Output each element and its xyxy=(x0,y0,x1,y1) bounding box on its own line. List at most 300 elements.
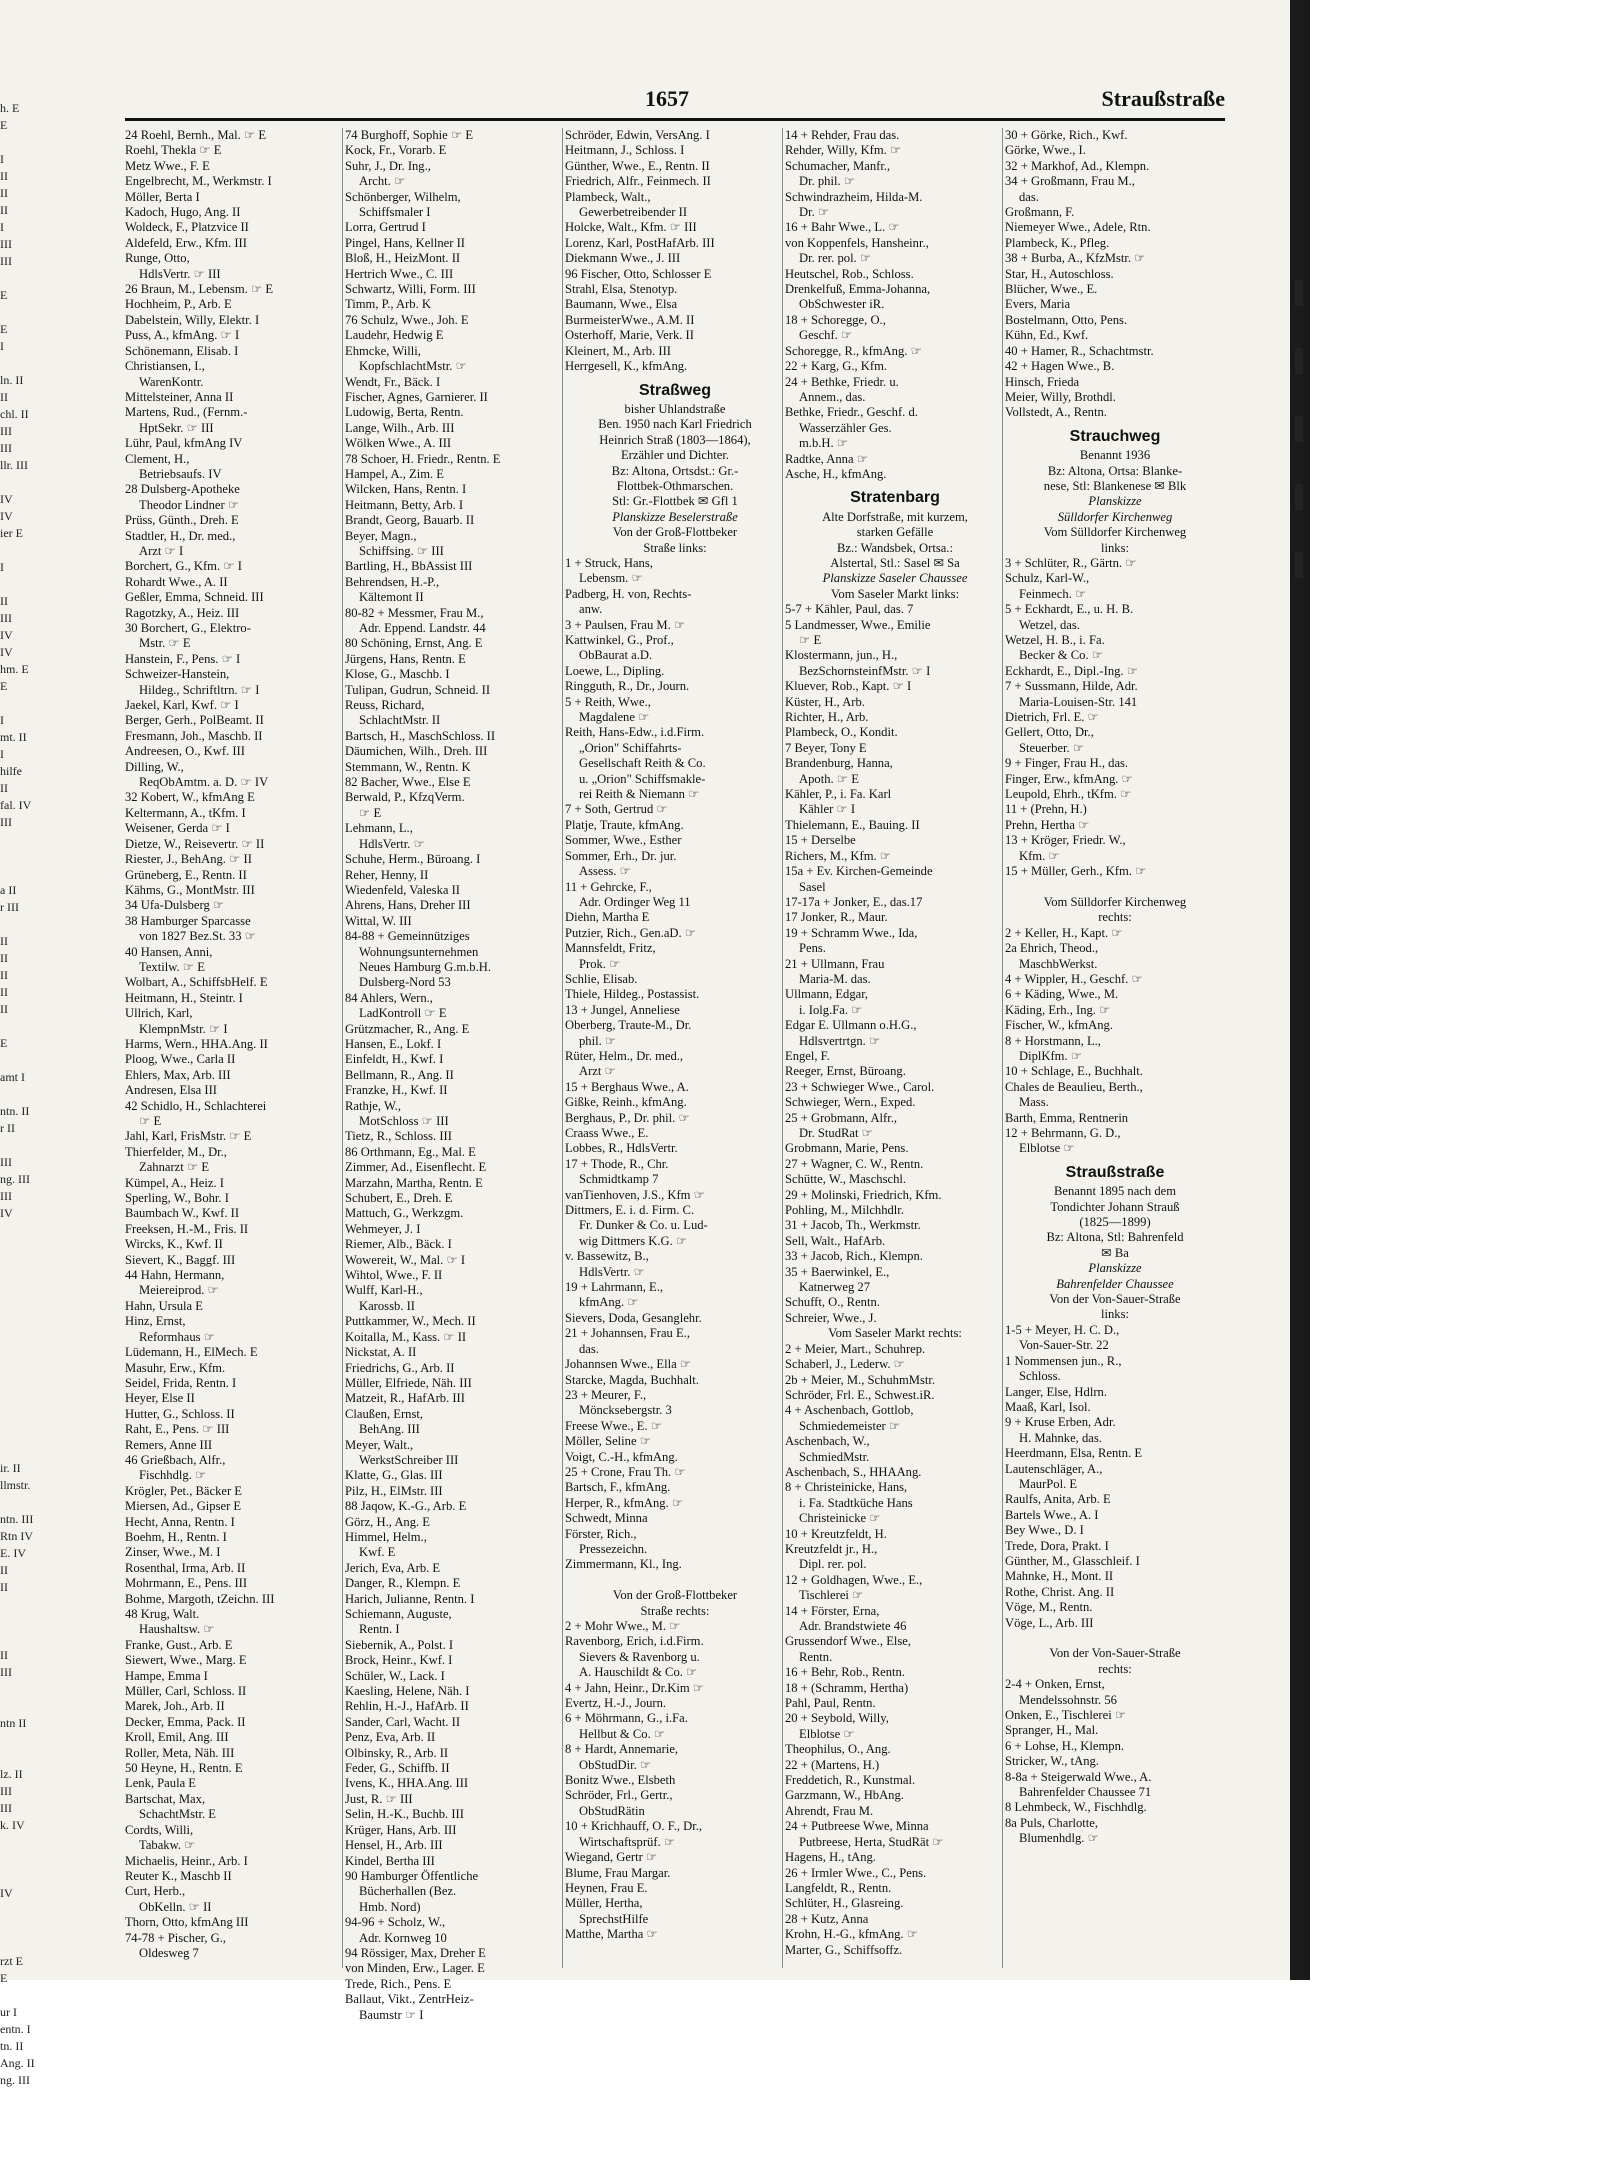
directory-entry: Puttkammer, W., Mech. II xyxy=(345,1314,476,1329)
directory-entry: Bartschat, Max, xyxy=(125,1791,206,1806)
street-note: Bz.: Wandsbek, Ortsa.: xyxy=(837,540,953,555)
entry-continuation: Schmidtkamp 7 xyxy=(579,1172,659,1187)
directory-entry: Marter, G., Schiffsoffz. xyxy=(785,1942,903,1957)
edge-fragment xyxy=(0,1375,40,1392)
directory-entry: 8 + Christeinicke, Hans, xyxy=(785,1480,908,1495)
entry-continuation: DiplKfm. ☞ xyxy=(1019,1048,1083,1063)
edge-fragment: amt I xyxy=(0,1070,25,1084)
entry-continuation: Möncksebergstr. 3 xyxy=(579,1403,672,1418)
entry-continuation: i. Iolg.Fa. ☞ xyxy=(799,1002,863,1017)
directory-entry: Engel, F. xyxy=(785,1048,830,1063)
directory-entry: Aschenbach, W., xyxy=(785,1434,870,1449)
directory-entry: Schumacher, Manfr., xyxy=(785,158,891,173)
edge-fragment xyxy=(0,355,40,372)
edge-fragment xyxy=(0,1239,40,1256)
street-note: Vom Saseler Markt links: xyxy=(830,586,960,601)
directory-entry: Hanstein, F., Pens. ☞ I xyxy=(125,651,241,666)
directory-entry: 80-82 + Messmer, Frau M., xyxy=(345,605,484,620)
entry-continuation: Mendelssohnstr. 56 xyxy=(1019,1692,1117,1707)
directory-entry: Barth, Emma, Rentnerin xyxy=(1005,1110,1129,1125)
directory-entry: Koitalla, M., Kass. ☞ II xyxy=(345,1329,467,1344)
directory-entry: Andresen, Elsa III xyxy=(125,1083,217,1098)
entry-continuation: ObBaurat a.D. xyxy=(579,648,653,663)
entry-continuation: KlempnMstr. ☞ I xyxy=(139,1021,228,1036)
directory-entry: Wiedenfeld, Valeska II xyxy=(345,882,461,897)
edge-fragment xyxy=(0,1086,40,1103)
directory-entry: Wölken Wwe., A. III xyxy=(345,436,452,451)
directory-entry: Hampe, Emma I xyxy=(125,1668,208,1683)
directory-entry: Hagens, H., tAng. xyxy=(785,1850,876,1865)
directory-entry: 48 Krug, Walt. xyxy=(125,1607,200,1621)
directory-entry: Wetzel, H. B., i. Fa. xyxy=(1005,633,1105,647)
edge-fragment xyxy=(0,1902,40,1919)
column-5 xyxy=(1005,128,1225,1847)
edge-fragment: IV xyxy=(0,492,13,506)
directory-entry: Meier, Willy, Brothdl. xyxy=(1005,389,1116,404)
entry-continuation: Pressezeichn. xyxy=(579,1541,648,1556)
directory-entry: Craass Wwe., E. xyxy=(565,1126,649,1140)
edge-fragment xyxy=(0,1052,40,1069)
directory-entry: 88 Jaqow, K.-G., Arb. E xyxy=(345,1499,467,1514)
directory-entry: Freeksen, H.-M., Fris. II xyxy=(125,1221,249,1236)
directory-entry: Herper, R., kfmAng. ☞ xyxy=(565,1495,684,1510)
directory-entry: Runge, Otto, xyxy=(125,251,190,266)
directory-entry: Schiemann, Auguste, xyxy=(345,1607,452,1621)
entry-continuation: Bücherhallen (Bez. xyxy=(359,1884,457,1899)
entry-continuation: Mstr. ☞ E xyxy=(139,636,191,651)
edge-fragment: III xyxy=(0,254,12,268)
entry-continuation: Hellbut & Co. ☞ xyxy=(579,1726,666,1741)
directory-entry: Wircks, K., Kwf. II xyxy=(125,1237,223,1252)
directory-entry: 84-88 + Gemeinnütziges xyxy=(345,929,470,944)
directory-entry: Heutschel, Rob., Schloss. xyxy=(785,266,914,281)
edge-fragment xyxy=(0,1834,40,1851)
entry-continuation: Adr. Brandstwiete 46 xyxy=(799,1619,907,1633)
edge-fragment: I xyxy=(0,152,4,166)
directory-entry: Vöge, L., Arb. III xyxy=(1005,1615,1094,1630)
directory-entry: 4 + Jahn, Heinr., Dr.Kim ☞ xyxy=(565,1680,705,1695)
entry-continuation: wig Dittmers K.G. ☞ xyxy=(579,1233,688,1248)
edge-fragment: III xyxy=(0,1784,12,1798)
directory-entry: Schröder, Frl. E., Schwest.iR. xyxy=(785,1387,935,1402)
edge-fragment: r III xyxy=(0,900,19,914)
edge-fragment: k. IV xyxy=(0,1818,25,1832)
directory-entry: Feder, G., Schiffb. II xyxy=(345,1761,450,1776)
directory-entry: Mittelsteiner, Anna II xyxy=(125,389,234,404)
entry-continuation: Rentn. I xyxy=(359,1622,400,1637)
directory-entry: 74 Burghoff, Sophie ☞ E xyxy=(345,128,474,142)
entry-continuation: ReqObAmtm. a. D. ☞ IV xyxy=(139,775,269,790)
entry-continuation: HdlsVertr. ☞ xyxy=(579,1264,645,1279)
edge-fragment xyxy=(0,1358,40,1375)
street-note: starken Gefälle xyxy=(856,525,934,540)
directory-entry: Riester, J., BehAng. ☞ II xyxy=(125,852,252,867)
entry-continuation: SchlachtMstr. II xyxy=(359,713,441,728)
directory-entry: Rothe, Christ. Ang. II xyxy=(1005,1584,1115,1599)
directory-entry: Pohling, M., Milchhdlr. xyxy=(785,1203,904,1218)
entry-continuation: i. Fa. Stadtküche Hans xyxy=(799,1495,913,1510)
directory-entry: Hensel, H., Arb. III xyxy=(345,1838,443,1853)
edge-fragment: ng. III xyxy=(0,2073,30,2087)
directory-entry: 14 + Förster, Erna, xyxy=(785,1603,880,1618)
directory-entry: Reher, Henny, II xyxy=(345,867,429,882)
directory-entry: Plambeck, K., Pfleg. xyxy=(1005,235,1110,250)
directory-entry: Klose, G., Maschb. I xyxy=(345,667,450,682)
directory-entry: Marzahn, Martha, Rentn. E xyxy=(345,1175,483,1190)
directory-entry: 78 Schoer, H. Friedr., Rentn. E xyxy=(345,451,501,466)
entry-continuation: LadKontroll ☞ E xyxy=(359,1006,447,1021)
directory-entry: Zimmer, Ad., Eisenflecht. E xyxy=(345,1160,487,1175)
entry-continuation: Gesellschaft Reith & Co. xyxy=(579,756,706,771)
edge-fragment: ntn II xyxy=(0,1716,27,1730)
entry-continuation: Fischhdlg. ☞ xyxy=(139,1468,207,1483)
edge-fragment: IV xyxy=(0,628,13,642)
directory-entry: Matzeit, R., HafArb. III xyxy=(345,1391,465,1406)
directory-entry: 34 Ufa-Dulsberg ☞ xyxy=(125,898,225,913)
entry-continuation: BehAng. III xyxy=(359,1422,420,1437)
street-note: Vom Saseler Markt rechts: xyxy=(828,1326,962,1341)
directory-entry: 7 + Soth, Gertrud ☞ xyxy=(565,802,668,817)
entry-continuation: Neues Hamburg G.m.b.H. xyxy=(359,959,491,974)
directory-entry: Franke, Gust., Arb. E xyxy=(125,1637,233,1652)
directory-entry: 5 + Eckhardt, E., u. H. B. xyxy=(1005,602,1134,617)
directory-entry: 26 + Irmler Wwe., C., Pens. xyxy=(785,1865,927,1880)
entry-continuation: Theodor Lindner ☞ xyxy=(139,497,240,512)
directory-entry: 26 Braun, M., Lebensm. ☞ E xyxy=(125,282,274,297)
directory-entry: 33 + Jacob, Rich., Klempn. xyxy=(785,1249,923,1264)
edge-fragment: II xyxy=(0,1648,8,1662)
directory-entry: Loewe, L., Dipling. xyxy=(565,663,665,678)
column-2 xyxy=(345,128,565,2023)
entry-continuation: phil. ☞ xyxy=(579,1033,617,1048)
directory-entry: Kreutzfeldt jr., H., xyxy=(785,1541,878,1556)
directory-entry: Lenk, Paula E xyxy=(125,1776,196,1791)
edge-fragment: ntn. III xyxy=(0,1512,34,1526)
edge-fragment: llmstr. xyxy=(0,1478,31,1492)
directory-entry: 5-7 + Kähler, Paul, das. 7 xyxy=(785,602,914,617)
directory-entry: 23 + Meurer, F., xyxy=(565,1387,647,1402)
entry-continuation: Adr. Eppend. Landstr. 44 xyxy=(359,621,486,635)
directory-entry: von Minden, Erw., Lager. E xyxy=(345,1961,485,1976)
directory-entry: Brandenburg, Hanna, xyxy=(785,756,893,771)
directory-entry: Ploog, Wwe., Carla II xyxy=(125,1052,236,1067)
directory-entry: Krögler, Pet., Bäcker E xyxy=(125,1483,242,1498)
entry-continuation: Maria-Louisen-Str. 141 xyxy=(1019,694,1138,709)
directory-entry: Kadoch, Hugo, Ang. II xyxy=(125,205,241,220)
directory-entry: Vöge, M., Rentn. xyxy=(1005,1600,1093,1615)
directory-entry: 15 + Berghaus Wwe., A. xyxy=(565,1079,689,1094)
street-note: Tondichter Johann Strauß xyxy=(1050,1199,1180,1214)
entry-continuation: von 1827 Bez.St. 33 ☞ xyxy=(139,929,256,944)
directory-entry: 40 + Hamer, R., Schachtmstr. xyxy=(1005,343,1154,358)
edge-fragment xyxy=(0,1443,40,1460)
edge-fragment: III xyxy=(0,1189,12,1203)
directory-entry: Timm, P., Arb. K xyxy=(345,297,431,312)
directory-entry: Dietze, W., Reisevertr. ☞ II xyxy=(125,836,265,851)
directory-entry: 35 + Baerwinkel, E., xyxy=(785,1264,890,1279)
directory-entry: Asche, H., kfmAng. xyxy=(785,466,887,481)
directory-entry: Rosenthal, Irma, Arb. II xyxy=(125,1560,246,1575)
directory-entry: Aschenbach, S., HHAAng. xyxy=(785,1464,922,1479)
directory-entry: 11 + Gehrcke, F., xyxy=(565,879,652,894)
directory-entry: Starcke, Magda, Buchhalt. xyxy=(565,1372,699,1387)
directory-entry: Weisener, Gerda ☞ I xyxy=(125,821,230,836)
directory-entry: 12 + Goldhagen, Wwe., E., xyxy=(785,1572,923,1587)
edge-fragment: III xyxy=(0,815,12,829)
directory-entry: Grobmann, Marie, Pens. xyxy=(785,1141,909,1156)
entry-continuation: Dipl. rer. pol. xyxy=(799,1557,867,1572)
directory-entry: Rüter, Helm., Dr. med., xyxy=(565,1048,684,1063)
street-note: rechts: xyxy=(1098,1661,1132,1676)
directory-entry: Schweizer-Hanstein, xyxy=(125,667,230,682)
directory-entry: Mattuch, G., Werkzgm. xyxy=(345,1206,464,1221)
directory-entry: Diehn, Martha E xyxy=(565,910,650,925)
directory-entry: Oberberg, Traute-M., Dr. xyxy=(565,1018,692,1033)
directory-entry: 80 Schöning, Ernst, Ang. E xyxy=(345,636,483,651)
directory-entry: Vollstedt, A., Rentn. xyxy=(1005,405,1107,420)
entry-continuation: ObStudRätin xyxy=(579,1803,645,1818)
directory-entry: Schaberl, J., Lederw. ☞ xyxy=(785,1357,905,1372)
directory-entry: Richers, M., Kfm. ☞ xyxy=(785,848,892,863)
edge-fragment xyxy=(0,1392,40,1409)
column-4 xyxy=(785,128,1005,1958)
directory-entry: Gißke, Reinh., kfmAng. xyxy=(565,1095,687,1110)
entry-continuation: Dulsberg-Nord 53 xyxy=(359,975,451,990)
entry-continuation: Elblotse ☞ xyxy=(1019,1141,1075,1156)
directory-entry: Dittmers, E. i. d. Firm. C. xyxy=(565,1203,695,1218)
directory-entry: 34 + Großmann, Frau M., xyxy=(1005,174,1135,189)
entry-continuation: HdlsVertr. ☞ III xyxy=(139,266,221,281)
directory-entry: Wendt, Fr., Bäck. I xyxy=(345,374,441,389)
street-note: nese, Stl: Blankenese ✉ Blk xyxy=(1043,478,1187,493)
directory-entry: Dietrich, Frl. E. ☞ xyxy=(1005,710,1099,725)
directory-entry: Brandt, Georg, Bauarb. II xyxy=(345,513,475,528)
directory-entry: 25 + Crone, Frau Th. ☞ xyxy=(565,1464,686,1479)
directory-entry: Ludowig, Berta, Rentn. xyxy=(345,405,464,420)
directory-entry: 15 + Müller, Gerh., Kfm. ☞ xyxy=(1005,864,1147,879)
entry-continuation: Arzt ☞ xyxy=(579,1064,616,1079)
street-note: Vom Sülldorfer Kirchenweg xyxy=(1043,894,1187,909)
directory-entry: Bloß, H., HeizMont. II xyxy=(345,251,461,266)
edge-fragment: entn. I xyxy=(0,2022,31,2036)
directory-entry: Käding, Erh., Ing. ☞ xyxy=(1005,1002,1111,1017)
page-header xyxy=(125,82,1225,116)
directory-entry: 38 + Burba, A., KfzMstr. ☞ xyxy=(1005,251,1146,266)
entry-continuation: u. „Orion" Schiffsmakle- xyxy=(579,771,706,786)
entry-continuation: Tischlerei ☞ xyxy=(799,1588,864,1603)
directory-entry: Schütte, W., Maschschl. xyxy=(785,1172,907,1187)
directory-entry: Ballaut, Vikt., ZentrHeiz- xyxy=(345,1992,474,2007)
edge-fragment: II xyxy=(0,186,8,200)
directory-entry: Grüneberg, E., Rentn. II xyxy=(125,867,247,882)
edge-fragment: E xyxy=(0,679,8,693)
edge-fragment: I xyxy=(0,220,4,234)
edge-fragment: III xyxy=(0,424,12,438)
directory-entry: Hansen, E., Lokf. I xyxy=(345,1036,442,1051)
entry-continuation: ObSchwester iR. xyxy=(799,297,885,312)
directory-entry: Sievers, Doda, Gesanglehr. xyxy=(565,1310,702,1325)
entry-continuation: Gewerbetreibender II xyxy=(579,205,688,220)
entry-continuation: Karossb. II xyxy=(359,1298,415,1313)
directory-entry: Hahn, Ursula E xyxy=(125,1298,203,1313)
edge-fragment xyxy=(0,1613,40,1630)
edge-fragment: Ang. II xyxy=(0,2056,35,2070)
entry-continuation: Mass. xyxy=(1019,1095,1049,1110)
entry-continuation: Hmb. Nord) xyxy=(359,1899,421,1914)
entry-continuation: KopfschlachtMstr. ☞ xyxy=(359,359,467,374)
street-heading: Straßweg xyxy=(638,381,711,399)
directory-entry: Langer, Else, Hdlrn. xyxy=(1005,1384,1107,1399)
header-rule xyxy=(125,118,1225,121)
entry-continuation: Becker & Co. ☞ xyxy=(1019,648,1104,663)
directory-entry: Bartling, H., BbAssist III xyxy=(345,559,473,574)
thumb-index-marks xyxy=(1285,280,1315,620)
directory-entry: Lange, Wilh., Arb. III xyxy=(345,420,455,435)
edge-fragment: III xyxy=(0,1155,12,1169)
directory-entry: Siewert, Wwe., Marg. E xyxy=(125,1653,247,1668)
entry-continuation: Wohnungsunternehmen xyxy=(359,944,479,959)
directory-entry: 42 + Hagen Wwe., B. xyxy=(1005,359,1115,374)
edge-fragment xyxy=(0,542,40,559)
directory-entry: Sievert, K., Baggf. III xyxy=(125,1252,236,1267)
directory-entry: 7 Beyer, Tony E xyxy=(785,740,867,755)
directory-entry: Suhr, J., Dr. Ing., xyxy=(345,158,431,173)
entry-continuation: Sievers & Ravenborg u. xyxy=(579,1649,700,1664)
directory-entry: Ehlers, Max, Arb. III xyxy=(125,1067,231,1082)
directory-entry: Bostelmann, Otto, Pens. xyxy=(1005,312,1128,327)
edge-fragment: chl. II xyxy=(0,407,29,421)
entry-continuation: „Orion" Schiffahrts- xyxy=(579,740,682,755)
entry-continuation: Blumenhdlg. ☞ xyxy=(1019,1831,1099,1846)
directory-entry: 4 + Aschenbach, Gottlob, xyxy=(785,1403,914,1418)
street-note: Bz: Altona, Ortsa: Blanke- xyxy=(1047,463,1183,478)
street-heading: Stratenbarg xyxy=(850,489,940,507)
entry-continuation: Tabakw. ☞ xyxy=(139,1838,196,1853)
entry-continuation: Putbreese, Herta, StudRät ☞ xyxy=(799,1834,944,1849)
directory-entry: Raulfs, Anita, Arb. E xyxy=(1005,1492,1111,1507)
directory-entry: 15 + Derselbe xyxy=(785,833,856,848)
directory-entry: Fischer, W., kfmAng. xyxy=(1005,1018,1113,1033)
edge-fragment: I xyxy=(0,747,4,761)
entry-continuation: ☞ E xyxy=(799,633,822,647)
edge-fragment: a II xyxy=(0,883,17,897)
entry-continuation: Fr. Dunker & Co. u. Lud- xyxy=(579,1218,708,1233)
directory-entry: Kähler, P., i. Fa. Karl xyxy=(785,787,892,802)
entry-continuation: ObStudDir. ☞ xyxy=(579,1757,652,1772)
edge-fragment: II xyxy=(0,951,8,965)
directory-entry: 18 + Schoregge, O., xyxy=(785,312,886,327)
directory-entry: Sander, Carl, Wacht. II xyxy=(345,1714,461,1729)
directory-entry: Kock, Fr., Vorarb. E xyxy=(345,143,447,158)
edge-fragment xyxy=(0,1290,40,1307)
street-note: (1825—1899) xyxy=(1079,1215,1151,1230)
directory-entry: Zinser, Wwe., M. I xyxy=(125,1545,221,1560)
directory-entry: Kroll, Emil, Ang. III xyxy=(125,1730,229,1745)
directory-entry: Gellert, Otto, Dr., xyxy=(1005,725,1094,740)
entry-continuation: das. xyxy=(579,1341,599,1356)
directory-entry: Kattwinkel, G., Prof., xyxy=(565,633,674,647)
directory-entry: Wowereit, W., Mal. ☞ I xyxy=(345,1252,466,1267)
street-note: ✉ Ba xyxy=(1101,1245,1129,1260)
street-note: Bz: Altona, Ortsdst.: Gr.- xyxy=(611,463,739,478)
edge-fragment: E xyxy=(0,1036,8,1050)
edge-fragment xyxy=(0,695,40,712)
directory-entry: Schüler, W., Lack. I xyxy=(345,1668,445,1683)
edge-fragment: III xyxy=(0,237,12,251)
directory-entry: Bellmann, R., Ang. II xyxy=(345,1067,454,1082)
directory-entry: Borchert, G., Kfm. ☞ I xyxy=(125,559,242,574)
directory-entry: Dabelstein, Willy, Elektr. I xyxy=(125,312,260,327)
directory-entry: Schönberger, Wilhelm, xyxy=(345,189,461,204)
directory-entry: Blücher, Wwe., E. xyxy=(1005,282,1098,297)
directory-entry: 42 Schidlo, H., Schlachterei xyxy=(125,1098,267,1113)
directory-entry: 28 + Kutz, Anna xyxy=(785,1911,869,1926)
directory-entry: Brock, Heinr., Kwf. I xyxy=(345,1653,453,1668)
directory-entry: Pilz, H., ElMstr. III xyxy=(345,1483,443,1498)
directory-entry: Reeger, Ernst, Büroang. xyxy=(785,1064,906,1079)
edge-fragment xyxy=(0,1630,40,1647)
edge-fragment: I xyxy=(0,339,4,353)
entry-continuation: Schloss. xyxy=(1019,1369,1061,1384)
edge-fragment: II xyxy=(0,169,8,183)
directory-entry: Sommer, Erh., Dr. jur. xyxy=(565,848,677,863)
street-note: Ben. 1950 nach Karl Friedrich xyxy=(598,417,752,432)
directory-entry: Schwedt, Minna xyxy=(565,1511,648,1526)
directory-entry: Jahl, Karl, FrisMstr. ☞ E xyxy=(125,1129,252,1144)
directory-entry: Andreesen, O., Kwf. III xyxy=(125,744,245,759)
entry-continuation: Arzt ☞ I xyxy=(139,543,184,558)
directory-entry: Reuss, Richard, xyxy=(345,698,425,713)
entry-continuation: Schmiedemeister ☞ xyxy=(799,1418,901,1433)
directory-entry: 84 Ahlers, Wern., xyxy=(345,990,433,1005)
directory-entry: Schulz, Karl-W., xyxy=(1005,571,1090,586)
directory-entry: Maaß, Karl, Isol. xyxy=(1005,1399,1091,1414)
directory-entry: Finger, Erw., kfmAng. ☞ xyxy=(1005,771,1133,786)
entry-continuation: Geschf. ☞ xyxy=(799,328,853,343)
directory-entry: Sperling, W., Bohr. I xyxy=(125,1191,229,1206)
street-note: Flottbek-Othmarschen. xyxy=(616,478,734,493)
directory-entry: Schubert, E., Dreh. E xyxy=(345,1191,453,1206)
edge-fragment xyxy=(0,1936,40,1953)
directory-entry: Krohn, H.-G., kfmAng. ☞ xyxy=(785,1927,919,1942)
directory-entry: Roehl, Thekla ☞ E xyxy=(125,143,222,158)
edge-fragment xyxy=(0,474,40,491)
entry-continuation: Schiffsing. ☞ III xyxy=(359,543,444,558)
street-note: bisher Uhlandstraße xyxy=(624,401,726,416)
directory-entry: Thorn, Otto, kfmAng III xyxy=(125,1915,249,1930)
entry-continuation: m.b.H. ☞ xyxy=(799,436,849,451)
directory-entry: Wulff, Karl-H., xyxy=(345,1283,423,1298)
directory-entry: Berghaus, P., Dr. phil. ☞ xyxy=(565,1110,690,1125)
directory-entry: 7 + Sussmann, Hilde, Adr. xyxy=(1005,679,1138,694)
directory-entry: Stadtler, H., Dr. med., xyxy=(125,528,236,543)
directory-entry: Plambeck, Walt., xyxy=(565,189,651,204)
directory-entry: Klatte, G., Glas. III xyxy=(345,1468,443,1483)
edge-fragment: III xyxy=(0,1801,12,1815)
edge-fragment: II xyxy=(0,934,8,948)
edge-fragment: II xyxy=(0,594,8,608)
entry-continuation: ☞ E xyxy=(139,1114,162,1128)
directory-entry: Mahnke, H., Mont. II xyxy=(1005,1569,1114,1584)
plan-reference: Planskizze Saseler Chaussee xyxy=(822,571,968,586)
directory-entry: 3 + Schlüter, R., Gärtn. ☞ xyxy=(1005,555,1137,570)
directory-entry: 1 + Struck, Hans, xyxy=(565,555,653,570)
directory-entry: Schönemann, Elisab. I xyxy=(125,343,239,358)
directory-entry: Bethke, Friedr., Geschf. d. xyxy=(785,405,918,420)
directory-entry: Dilling, W., xyxy=(125,759,184,774)
directory-entry: Mannsfeldt, Fritz, xyxy=(565,941,656,956)
directory-entry: Krüger, Hans, Arb. III xyxy=(345,1822,457,1837)
